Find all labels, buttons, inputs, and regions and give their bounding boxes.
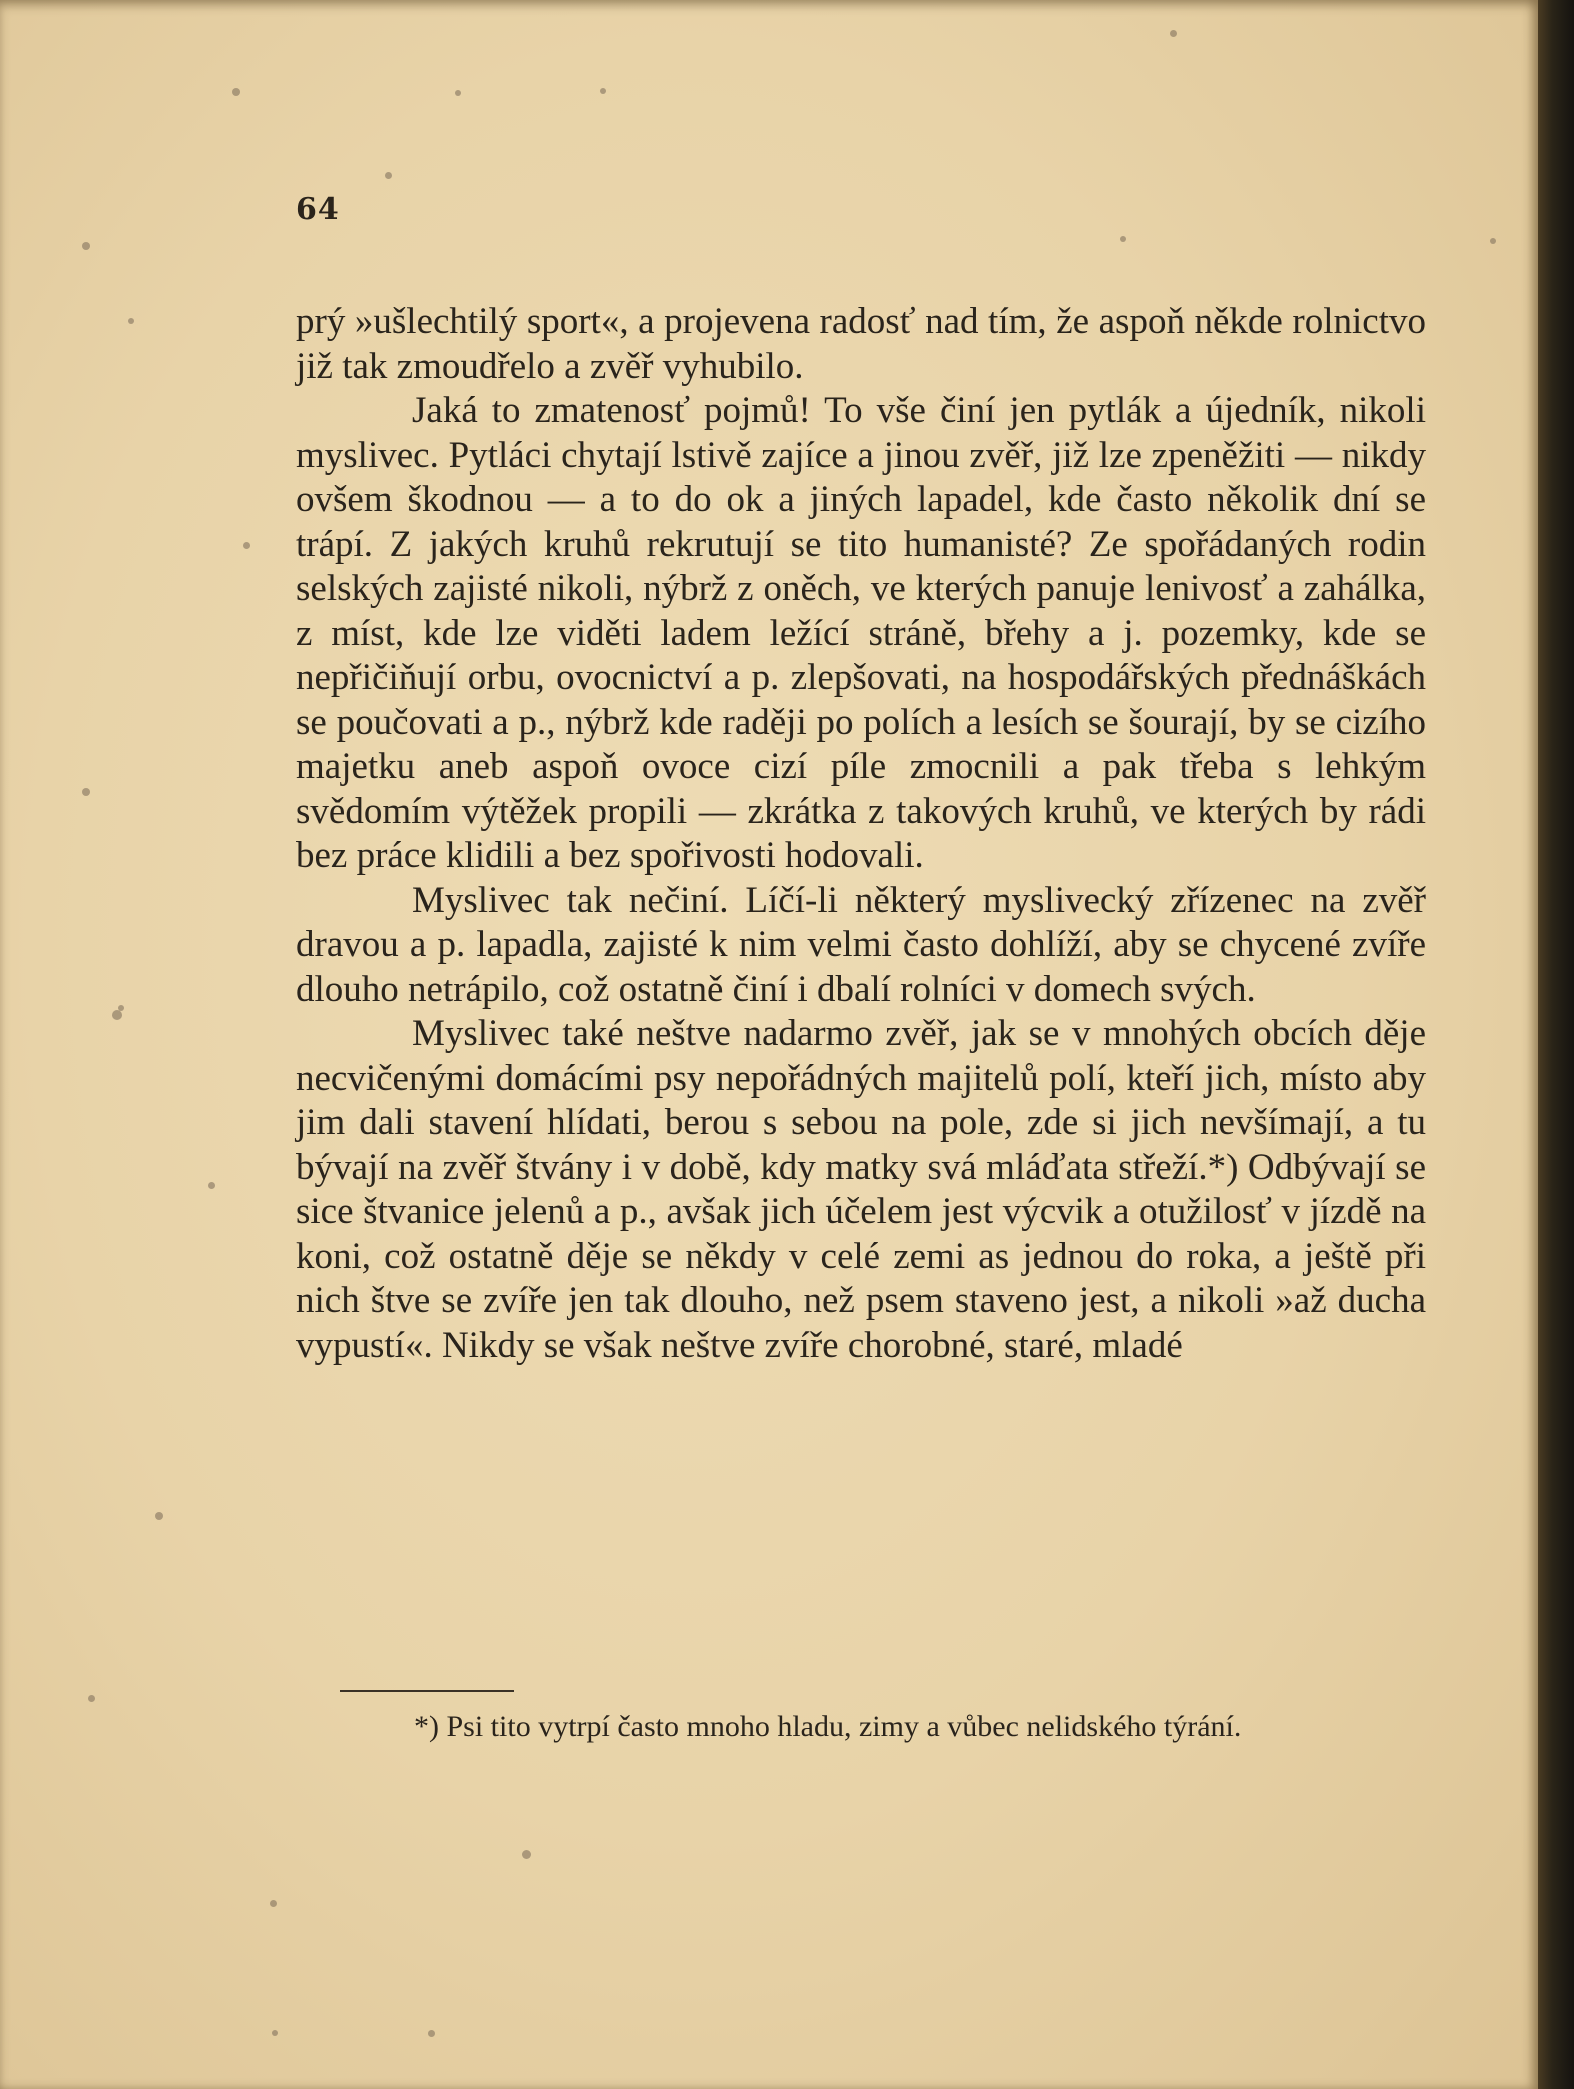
paper-speck: [243, 542, 250, 549]
page-number: 64: [296, 192, 340, 227]
paper-speck: [1120, 236, 1126, 242]
paper-speck: [1490, 238, 1496, 244]
body-text: [296, 300, 1426, 1368]
book-spine: [1538, 0, 1574, 2089]
footnote-text: *) Psi tito vytrpí často mnoho hladu, zimy a vůbec nelidského týrání.: [414, 1710, 1242, 1743]
paper-speck: [600, 88, 606, 94]
paper-speck: [208, 1182, 215, 1189]
paper-speck: [272, 2030, 278, 2036]
paper-speck: [112, 1010, 122, 1020]
paragraph-4: Myslivec také neštve nadarmo zvěř, jak se v mnohých obcích děje necvičenými domácími psy nepořádných majitelů polí, kteří jich, místo aby jim dali stavení hlídati, berou s sebou na pole, zde si jich nevšímají, a tu bývají na zvěř štvány i v době, kdy matky svá mláďata střeží.*) Odbývají se sice štvanice jelenů a p., avšak jich účelem jest výcvik a otužilosť v jízdě na koni, což ostatně děje se někdy v celé zemi as jednou do roka, a ještě při nich štve se zvíře jen tak dlouho, než psem staveno jest, a nikoli »až ducha vypustí«. Nikdy se však neštve zvíře chorobné, staré, mladé: [296, 1013, 1426, 1366]
paper-speck: [428, 2030, 435, 2037]
paper-speck: [88, 1695, 95, 1702]
footnote: [296, 1705, 1428, 1748]
paper-speck: [1170, 30, 1177, 37]
paragraph-2: Jaká to zmatenosť pojmů! To vše činí jen pytlák a újedník, nikoli myslivec. Pytláci chytají lstivě zajíce a jinou zvěř, již lze zpeněžiti — nikdy ovšem škodnou — a to do ok a jiných lapadel, kde často několik dní se trápí. Z jakých kruhů rekrutují se tito humanisté? Ze spořádaných rodin selských zajisté nikoli, nýbrž z oněch, ve kterých panuje lenivosť a zahálka, z míst, kde lze viděti ladem ležící stráně, břehy a j. pozemky, kde se nepřičiňují orbu, ovocnictví a p. zlepšovati, na hospodářských přednáškách se poučovati a p., nýbrž kde raději po polích a lesích se šourají, by se cizího majetku aneb aspoň ovoce cizí píle zmocnili a pak třeba s lehkým svědomím výtěžek propili — zkrátka z takových kruhů, ve kterých by rádi bez práce klidili a bez spořivosti hodovali.: [296, 390, 1426, 876]
paper-speck: [455, 90, 461, 96]
paper-speck: [155, 1512, 163, 1520]
paper-speck: [128, 318, 134, 324]
paper-speck: [232, 88, 240, 96]
paper-speck: [82, 242, 90, 250]
footnote-divider: [340, 1690, 514, 1692]
paragraph-1: prý »ušlechtilý sport«, a projevena radosť nad tím, že aspoň někde rolnictvo již tak zmoudřelo a zvěř vyhubilo.: [296, 301, 1426, 387]
paper-speck: [385, 172, 392, 179]
paper-speck: [522, 1850, 531, 1859]
paper-speck: [82, 788, 90, 796]
paper-speck: [270, 1900, 277, 1907]
paragraph-3: Myslivec tak nečiní. Líčí-li některý myslivecký zřízenec na zvěř dravou a p. lapadla, zajisté k nim velmi často dohlíží, aby se chycené zvíře dlouho netrápilo, což ostatně činí i dbalí rolníci v domech svých.: [296, 879, 1426, 1010]
